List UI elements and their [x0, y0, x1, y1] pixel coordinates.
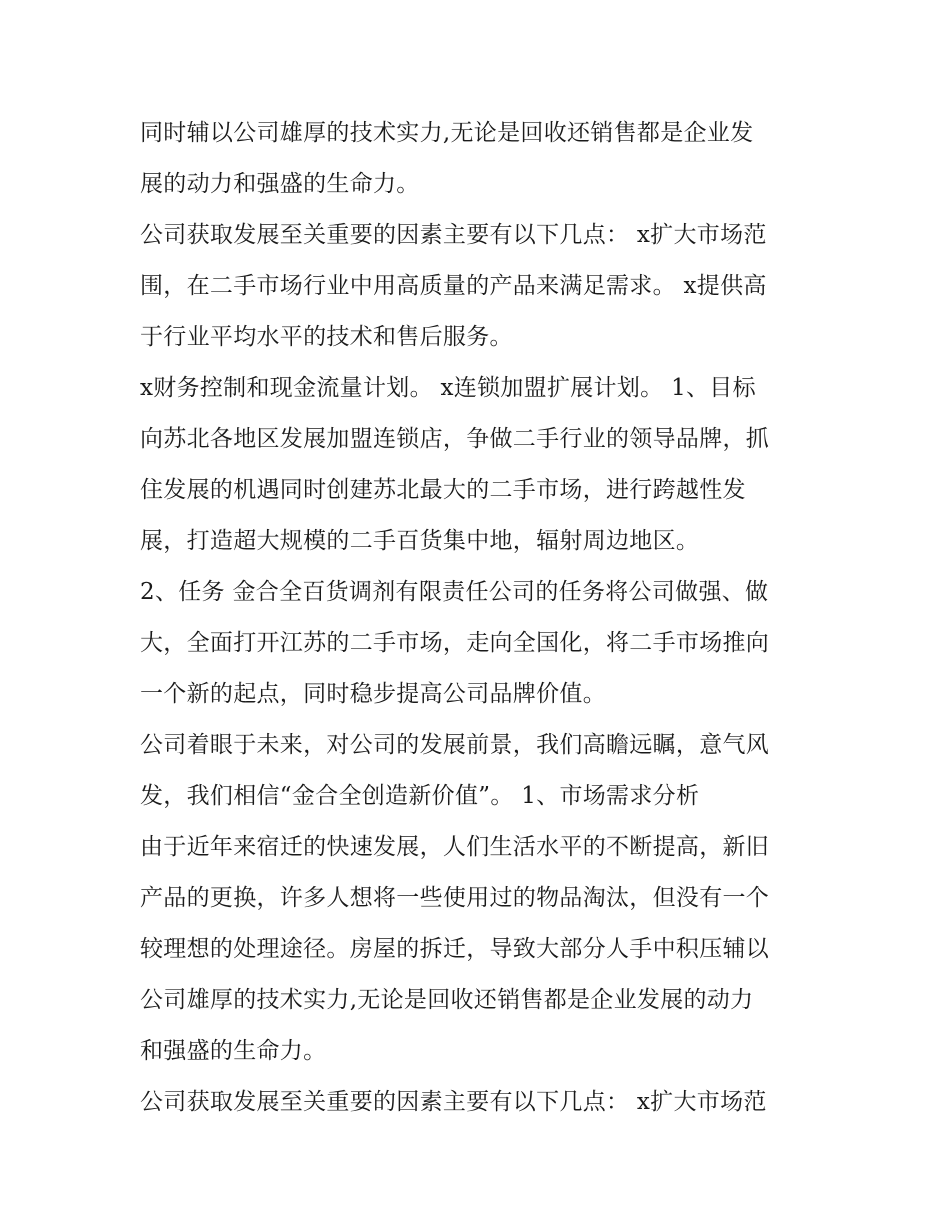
text-line: 展的动力和强盛的生命力。	[140, 171, 420, 197]
text-line: 大，全面打开江苏的二手市场，走向全国化，将二手市场推向	[140, 630, 770, 656]
text-line: 于行业平均水平的技术和售后服务。	[140, 324, 513, 350]
text-line: 发，我们相信“金合全创造新价值”。 1、市场需求分析	[140, 783, 700, 809]
text-line: 和强盛的生命力。	[140, 1038, 327, 1064]
text-line: 向苏北各地区发展加盟连锁店，争做二手行业的领导品牌，抓	[140, 426, 770, 452]
text-line: 一个新的起点，同时稳步提高公司品牌价值。	[140, 681, 606, 707]
text-line: 公司雄厚的技术实力,无论是回收还销售都是企业发展的动力	[140, 987, 754, 1013]
text-line: 公司着眼于未来，对公司的发展前景，我们高瞻远瞩，意气风	[140, 732, 770, 758]
text-line: 公司获取发展至关重要的因素主要有以下几点： x扩大市场范	[140, 1089, 767, 1115]
text-line: 较理想的处理途径。房屋的拆迁，导致大部分人手中积压辅以	[140, 936, 770, 962]
text-line: 围，在二手市场行业中用高质量的产品来满足需求。 x提供高	[140, 273, 767, 299]
text-line: 住发展的机遇同时创建苏北最大的二手市场，进行跨越性发	[140, 477, 746, 503]
text-line: 产品的更换，许多人想将一些使用过的物品淘汰，但没有一个	[140, 885, 770, 911]
body-text	[140, 108, 840, 1128]
text-line: 2、任务 金合全百货调剂有限责任公司的任务将公司做强、做	[140, 579, 769, 605]
text-line: 公司获取发展至关重要的因素主要有以下几点： x扩大市场范	[140, 222, 767, 248]
text-line: 同时辅以公司雄厚的技术实力,无论是回收还销售都是企业发	[140, 120, 754, 146]
text-line: 由于近年来宿迁的快速发展，人们生活水平的不断提高，新旧	[140, 834, 770, 860]
text-line: 展，打造超大规模的二手百货集中地，辐射周边地区。	[140, 528, 700, 554]
text-line: x财务控制和现金流量计划。 x连锁加盟扩展计划。 1、目标	[140, 375, 756, 401]
